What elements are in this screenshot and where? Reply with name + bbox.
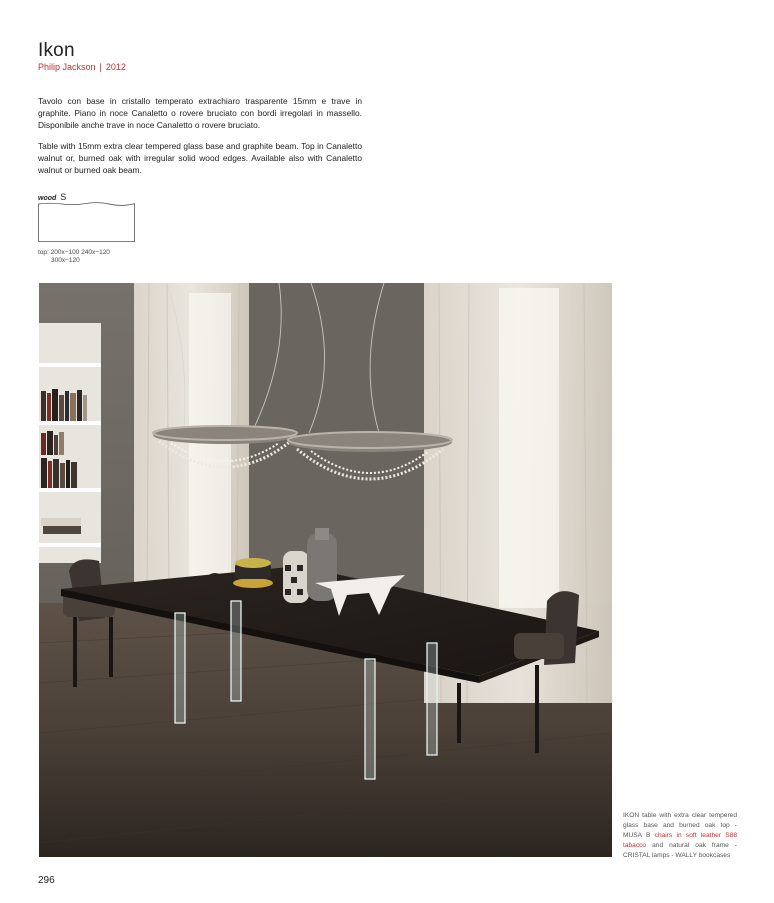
wood-code: S <box>60 192 67 202</box>
caption-text-2: and natural oak frame - CRISTAL lamps - WALLY bookcases <box>623 842 737 859</box>
designer-line <box>38 62 126 72</box>
designer-name: Philip Jackson <box>38 62 96 72</box>
design-year: 2012 <box>105 62 126 72</box>
caption-highlight: chairs in soft leather S88 tabacco <box>623 832 737 849</box>
dining-room-scene <box>39 283 612 857</box>
product-title: Ikon <box>38 40 75 61</box>
caption-text-1: IKON table with extra clear tempered glass base and burned oak top - MUSA B <box>623 812 737 839</box>
wood-finish-label <box>38 192 66 202</box>
table-top-shape-sample <box>38 202 135 242</box>
photo-caption <box>623 811 737 861</box>
product-photo <box>39 283 612 857</box>
sizes-line-2: 300x−120 <box>51 257 80 264</box>
description-italian: Tavolo con base in cristallo temperato extrachiaro trasparente 15mm e trave in graphite. Piano in noce Canaletto o rovere bruciato con bordi irregolari in massello. Disponibile anche trave in noce Canaletto o rovere bruciato. <box>38 96 362 130</box>
available-sizes <box>38 249 110 265</box>
designer-separator: | <box>99 62 102 72</box>
page-number: 296 <box>38 875 55 886</box>
description-english: Table with 15mm extra clear tempered glass base and graphite beam. Top in Canaletto walnut or, burned oak with irregular solid wood edges. Available also with Canaletto walnut or burned oak beam. <box>38 141 362 175</box>
sizes-line-1: top: 200x−100 240x−120 <box>38 249 110 256</box>
wood-label-text: wood <box>38 195 57 202</box>
